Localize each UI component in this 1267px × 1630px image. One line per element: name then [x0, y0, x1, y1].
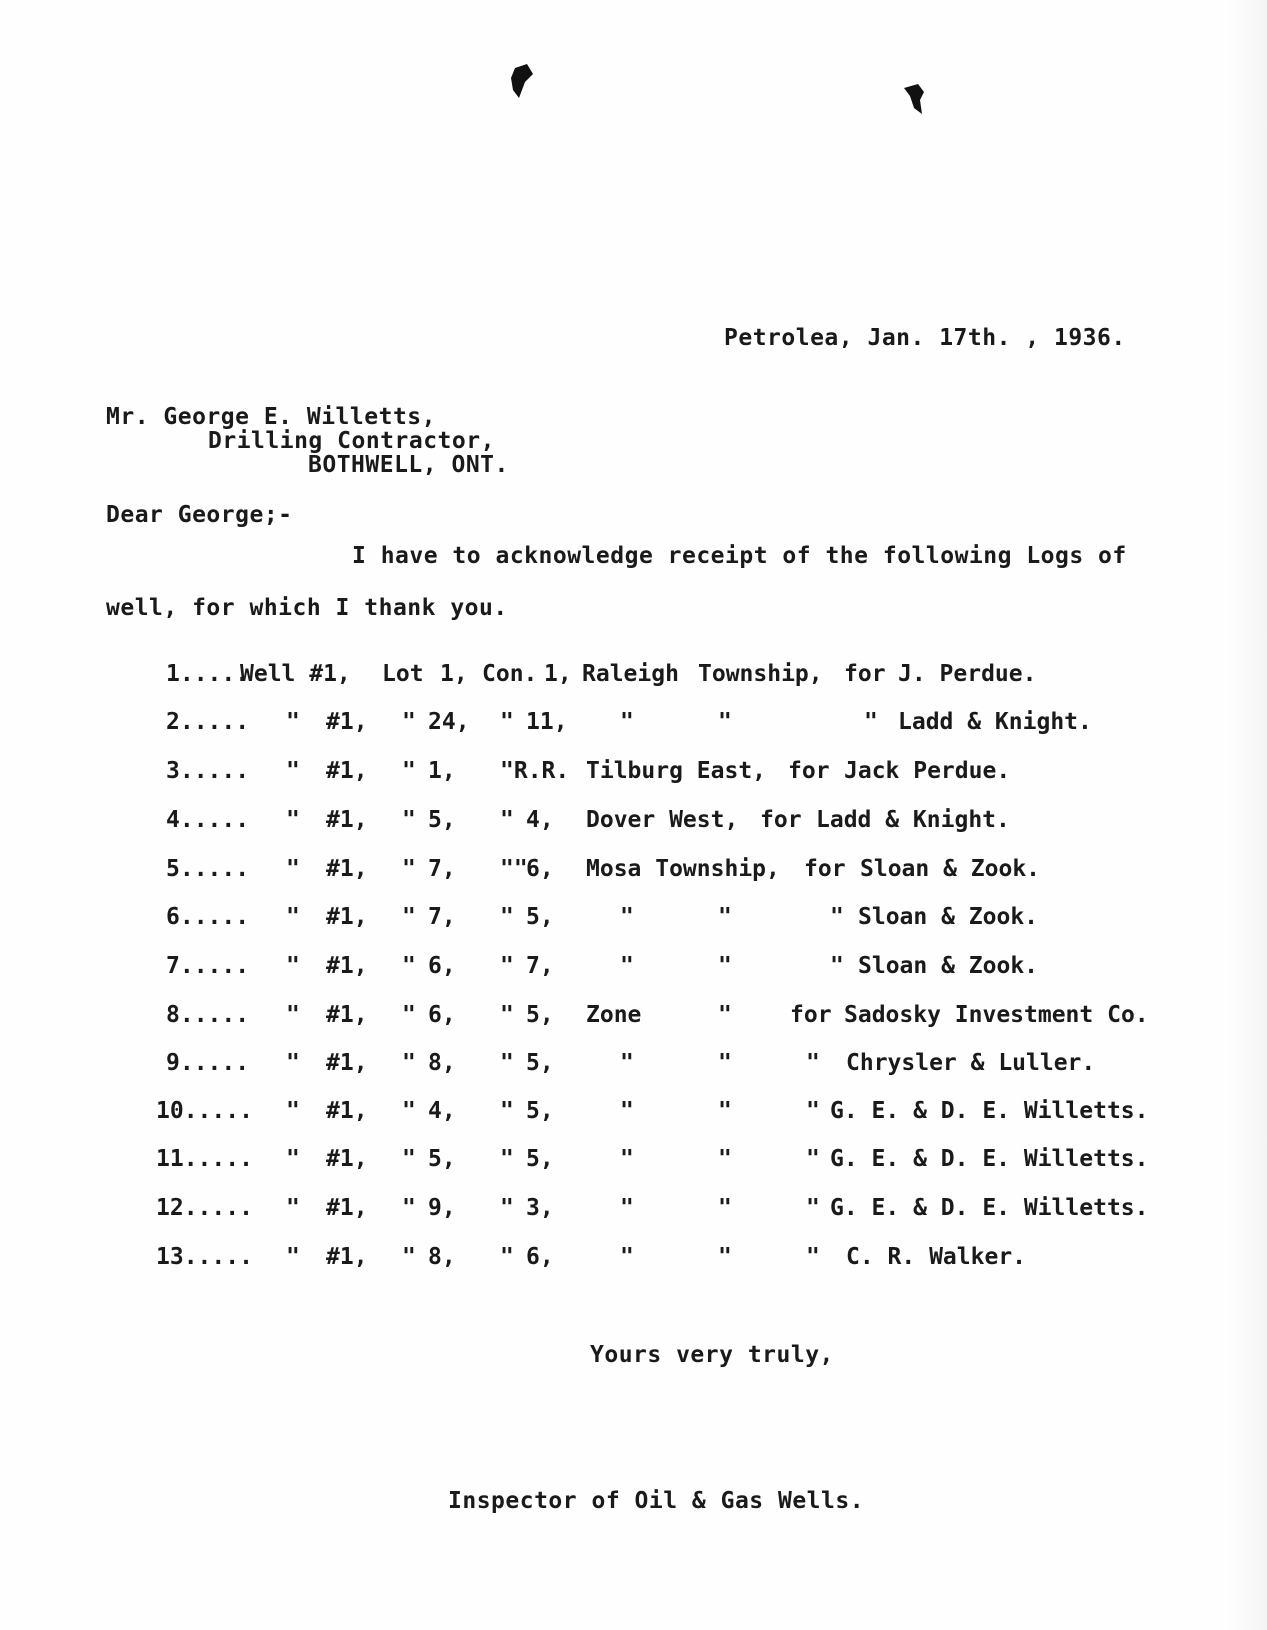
log-row [0, 1145, 1267, 1173]
log-for-ditto: " [830, 953, 844, 979]
log-con: 1, [544, 661, 572, 687]
log-township-2: " [718, 1002, 732, 1028]
log-lot: 5, [428, 1146, 456, 1172]
log-owner: Sadosky Investment Co. [844, 1002, 1149, 1028]
log-well-no: #1, [326, 1098, 368, 1124]
log-well-ditto: " [286, 1050, 300, 1076]
log-for: for [760, 807, 802, 833]
log-number: 1..... [166, 661, 250, 687]
log-lot-label: " [402, 953, 416, 979]
log-con: 6, [526, 1244, 554, 1270]
log-township-2-ditto: " [718, 1195, 732, 1221]
log-well-no: #1, [326, 758, 368, 784]
log-row [0, 806, 1267, 834]
log-well-ditto: " [286, 758, 300, 784]
log-well-no: #1, [326, 807, 368, 833]
log-row [0, 952, 1267, 980]
log-con-label: "R.R. [500, 758, 570, 784]
log-con-label: " [500, 904, 514, 930]
salutation: Dear George;- [106, 502, 293, 528]
log-row [0, 1243, 1267, 1271]
log-township-ditto: " [620, 1146, 634, 1172]
punch-hole-right-icon [900, 78, 930, 118]
log-for-ditto: " [806, 1050, 820, 1076]
log-number: 6..... [166, 904, 250, 930]
log-well-no: #1, [326, 1050, 368, 1076]
log-con-label: " [500, 953, 514, 979]
body-line-1: I have to acknowledge receipt of the following Logs of [352, 543, 1127, 569]
log-owner: C. R. Walker. [846, 1244, 1027, 1270]
log-lot-label: " [402, 807, 416, 833]
log-township-2-ditto: " [718, 1050, 732, 1076]
signature-title: Inspector of Oil & Gas Wells. [448, 1488, 865, 1514]
log-row [0, 1001, 1267, 1029]
log-township-ditto: " [620, 709, 634, 735]
log-well-no: #1, [326, 904, 368, 930]
log-township-2-ditto: " [718, 904, 732, 930]
log-owner: Ladd & Knight. [898, 709, 1092, 735]
date-line: Petrolea, Jan. 17th. , 1936. [724, 325, 1126, 351]
log-for-ditto: " [806, 1098, 820, 1124]
log-row [0, 1097, 1267, 1125]
log-well-no: #1, [326, 1195, 368, 1221]
log-number: 3..... [166, 758, 250, 784]
log-township-ditto: " [620, 1244, 634, 1270]
log-well: Well #1, [240, 661, 351, 687]
log-well-ditto: " [286, 904, 300, 930]
punch-hole-left-icon [505, 60, 535, 100]
log-lot-label: " [402, 1146, 416, 1172]
log-con-label: " [500, 709, 514, 735]
log-con: 7, [526, 953, 554, 979]
log-well-no: #1, [326, 1146, 368, 1172]
log-number: 12..... [156, 1195, 253, 1221]
log-township-2-ditto: " [718, 1244, 732, 1270]
log-lot-label: " [402, 1195, 416, 1221]
log-well-no: #1, [326, 1244, 368, 1270]
log-lot: 9, [428, 1195, 456, 1221]
log-lot: 8, [428, 1244, 456, 1270]
log-well-no: #1, [326, 856, 368, 882]
log-number: 8..... [166, 1002, 250, 1028]
log-lot: 6, [428, 953, 456, 979]
log-township: Zone [586, 1002, 642, 1028]
page-edge-shadow [1227, 0, 1267, 1630]
log-con: 11, [526, 709, 568, 735]
log-lot: 7, [428, 856, 456, 882]
log-for: for [788, 758, 830, 784]
log-row [0, 708, 1267, 736]
log-owner: G. E. & D. E. Willetts. [830, 1195, 1149, 1221]
log-con-label: " [500, 1244, 514, 1270]
log-number: 4..... [166, 807, 250, 833]
log-lot: 8, [428, 1050, 456, 1076]
log-number: 11..... [156, 1146, 253, 1172]
log-con: 5, [526, 1146, 554, 1172]
log-township-ditto: " [620, 904, 634, 930]
log-for-ditto: " [806, 1146, 820, 1172]
log-lot-label: Lot [382, 661, 424, 687]
log-owner: Jack Perdue. [844, 758, 1011, 784]
log-con-label: "" [500, 856, 528, 882]
address-line-1: Mr. George E. Willetts, [106, 404, 436, 430]
log-well-no: #1, [326, 1002, 368, 1028]
log-lot-label: " [402, 1244, 416, 1270]
log-well-ditto: " [286, 1002, 300, 1028]
log-lot-label: " [402, 1002, 416, 1028]
log-lot: 1, [428, 758, 456, 784]
log-con-label: " [500, 1195, 514, 1221]
log-township: Raleigh [582, 661, 679, 687]
log-lot: 24, [428, 709, 470, 735]
log-owner: Sloan & Zook. [858, 953, 1039, 979]
log-township-2-ditto: " [718, 709, 732, 735]
log-well-ditto: " [286, 1098, 300, 1124]
address-line-3: BOTHWELL, ONT. [308, 452, 509, 478]
log-lot: 7, [428, 904, 456, 930]
log-owner: Sloan & Zook. [858, 904, 1039, 930]
log-con: 5, [526, 1002, 554, 1028]
log-township-ditto: " [620, 1195, 634, 1221]
log-lot: 6, [428, 1002, 456, 1028]
log-well-ditto: " [286, 856, 300, 882]
log-number: 2..... [166, 709, 250, 735]
log-con-label: " [500, 1002, 514, 1028]
log-lot: 5, [428, 807, 456, 833]
log-township-2-ditto: " [718, 953, 732, 979]
log-well-ditto: " [286, 1244, 300, 1270]
log-lot-label: " [402, 1098, 416, 1124]
log-for-ditto: " [806, 1244, 820, 1270]
log-township-ditto: " [620, 1098, 634, 1124]
log-township-ditto: " [620, 953, 634, 979]
log-lot: 1, [440, 661, 468, 687]
log-lot-label: " [402, 758, 416, 784]
log-for: for [804, 856, 846, 882]
log-number: 7..... [166, 953, 250, 979]
address-line-2: Drilling Contractor, [208, 428, 495, 454]
log-con: 5, [526, 1050, 554, 1076]
log-owner: J. Perdue. [898, 661, 1037, 687]
log-row [0, 1049, 1267, 1077]
log-number: 10..... [156, 1098, 253, 1124]
log-well-no: #1, [326, 953, 368, 979]
log-number: 5..... [166, 856, 250, 882]
log-for-ditto: " [806, 1195, 820, 1221]
log-row [0, 757, 1267, 785]
log-well-ditto: " [286, 709, 300, 735]
log-well-ditto: " [286, 1146, 300, 1172]
log-township-2-ditto: " [718, 1146, 732, 1172]
log-for: for [844, 661, 886, 687]
log-owner: Chrysler & Luller. [846, 1050, 1096, 1076]
log-lot-label: " [402, 1050, 416, 1076]
log-well-ditto: " [286, 807, 300, 833]
log-township: Tilburg East, [586, 758, 767, 784]
closing: Yours very truly, [590, 1342, 834, 1368]
log-well-ditto: " [286, 1195, 300, 1221]
log-con: 5, [526, 1098, 554, 1124]
log-for-ditto: " [830, 904, 844, 930]
log-row [0, 903, 1267, 931]
log-township-ditto: " [620, 1050, 634, 1076]
log-township: Dover West, [586, 807, 739, 833]
body-line-2: well, for which I thank you. [106, 595, 508, 621]
log-township-2: Township, [698, 661, 823, 687]
log-township-2-ditto: " [718, 1098, 732, 1124]
log-for-ditto: " [864, 709, 878, 735]
log-con: 3, [526, 1195, 554, 1221]
log-lot-label: " [402, 709, 416, 735]
log-con-label: Con. [482, 661, 538, 687]
log-con-label: " [500, 807, 514, 833]
log-lot-label: " [402, 856, 416, 882]
log-well-no: #1, [326, 709, 368, 735]
log-row [0, 660, 1267, 688]
log-township: Mosa Township, [586, 856, 780, 882]
log-owner: Sloan & Zook. [860, 856, 1041, 882]
log-owner: G. E. & D. E. Willetts. [830, 1098, 1149, 1124]
log-well-ditto: " [286, 953, 300, 979]
log-row [0, 1194, 1267, 1222]
log-row [0, 855, 1267, 883]
log-for: for [790, 1002, 832, 1028]
log-lot: 4, [428, 1098, 456, 1124]
log-lot-label: " [402, 904, 416, 930]
log-owner: Ladd & Knight. [816, 807, 1010, 833]
log-con-label: " [500, 1098, 514, 1124]
log-con: 4, [526, 807, 554, 833]
log-con: 6, [526, 856, 554, 882]
log-con: 5, [526, 904, 554, 930]
log-con-label: " [500, 1050, 514, 1076]
log-con-label: " [500, 1146, 514, 1172]
log-number: 9..... [166, 1050, 250, 1076]
log-owner: G. E. & D. E. Willetts. [830, 1146, 1149, 1172]
log-number: 13..... [156, 1244, 253, 1270]
